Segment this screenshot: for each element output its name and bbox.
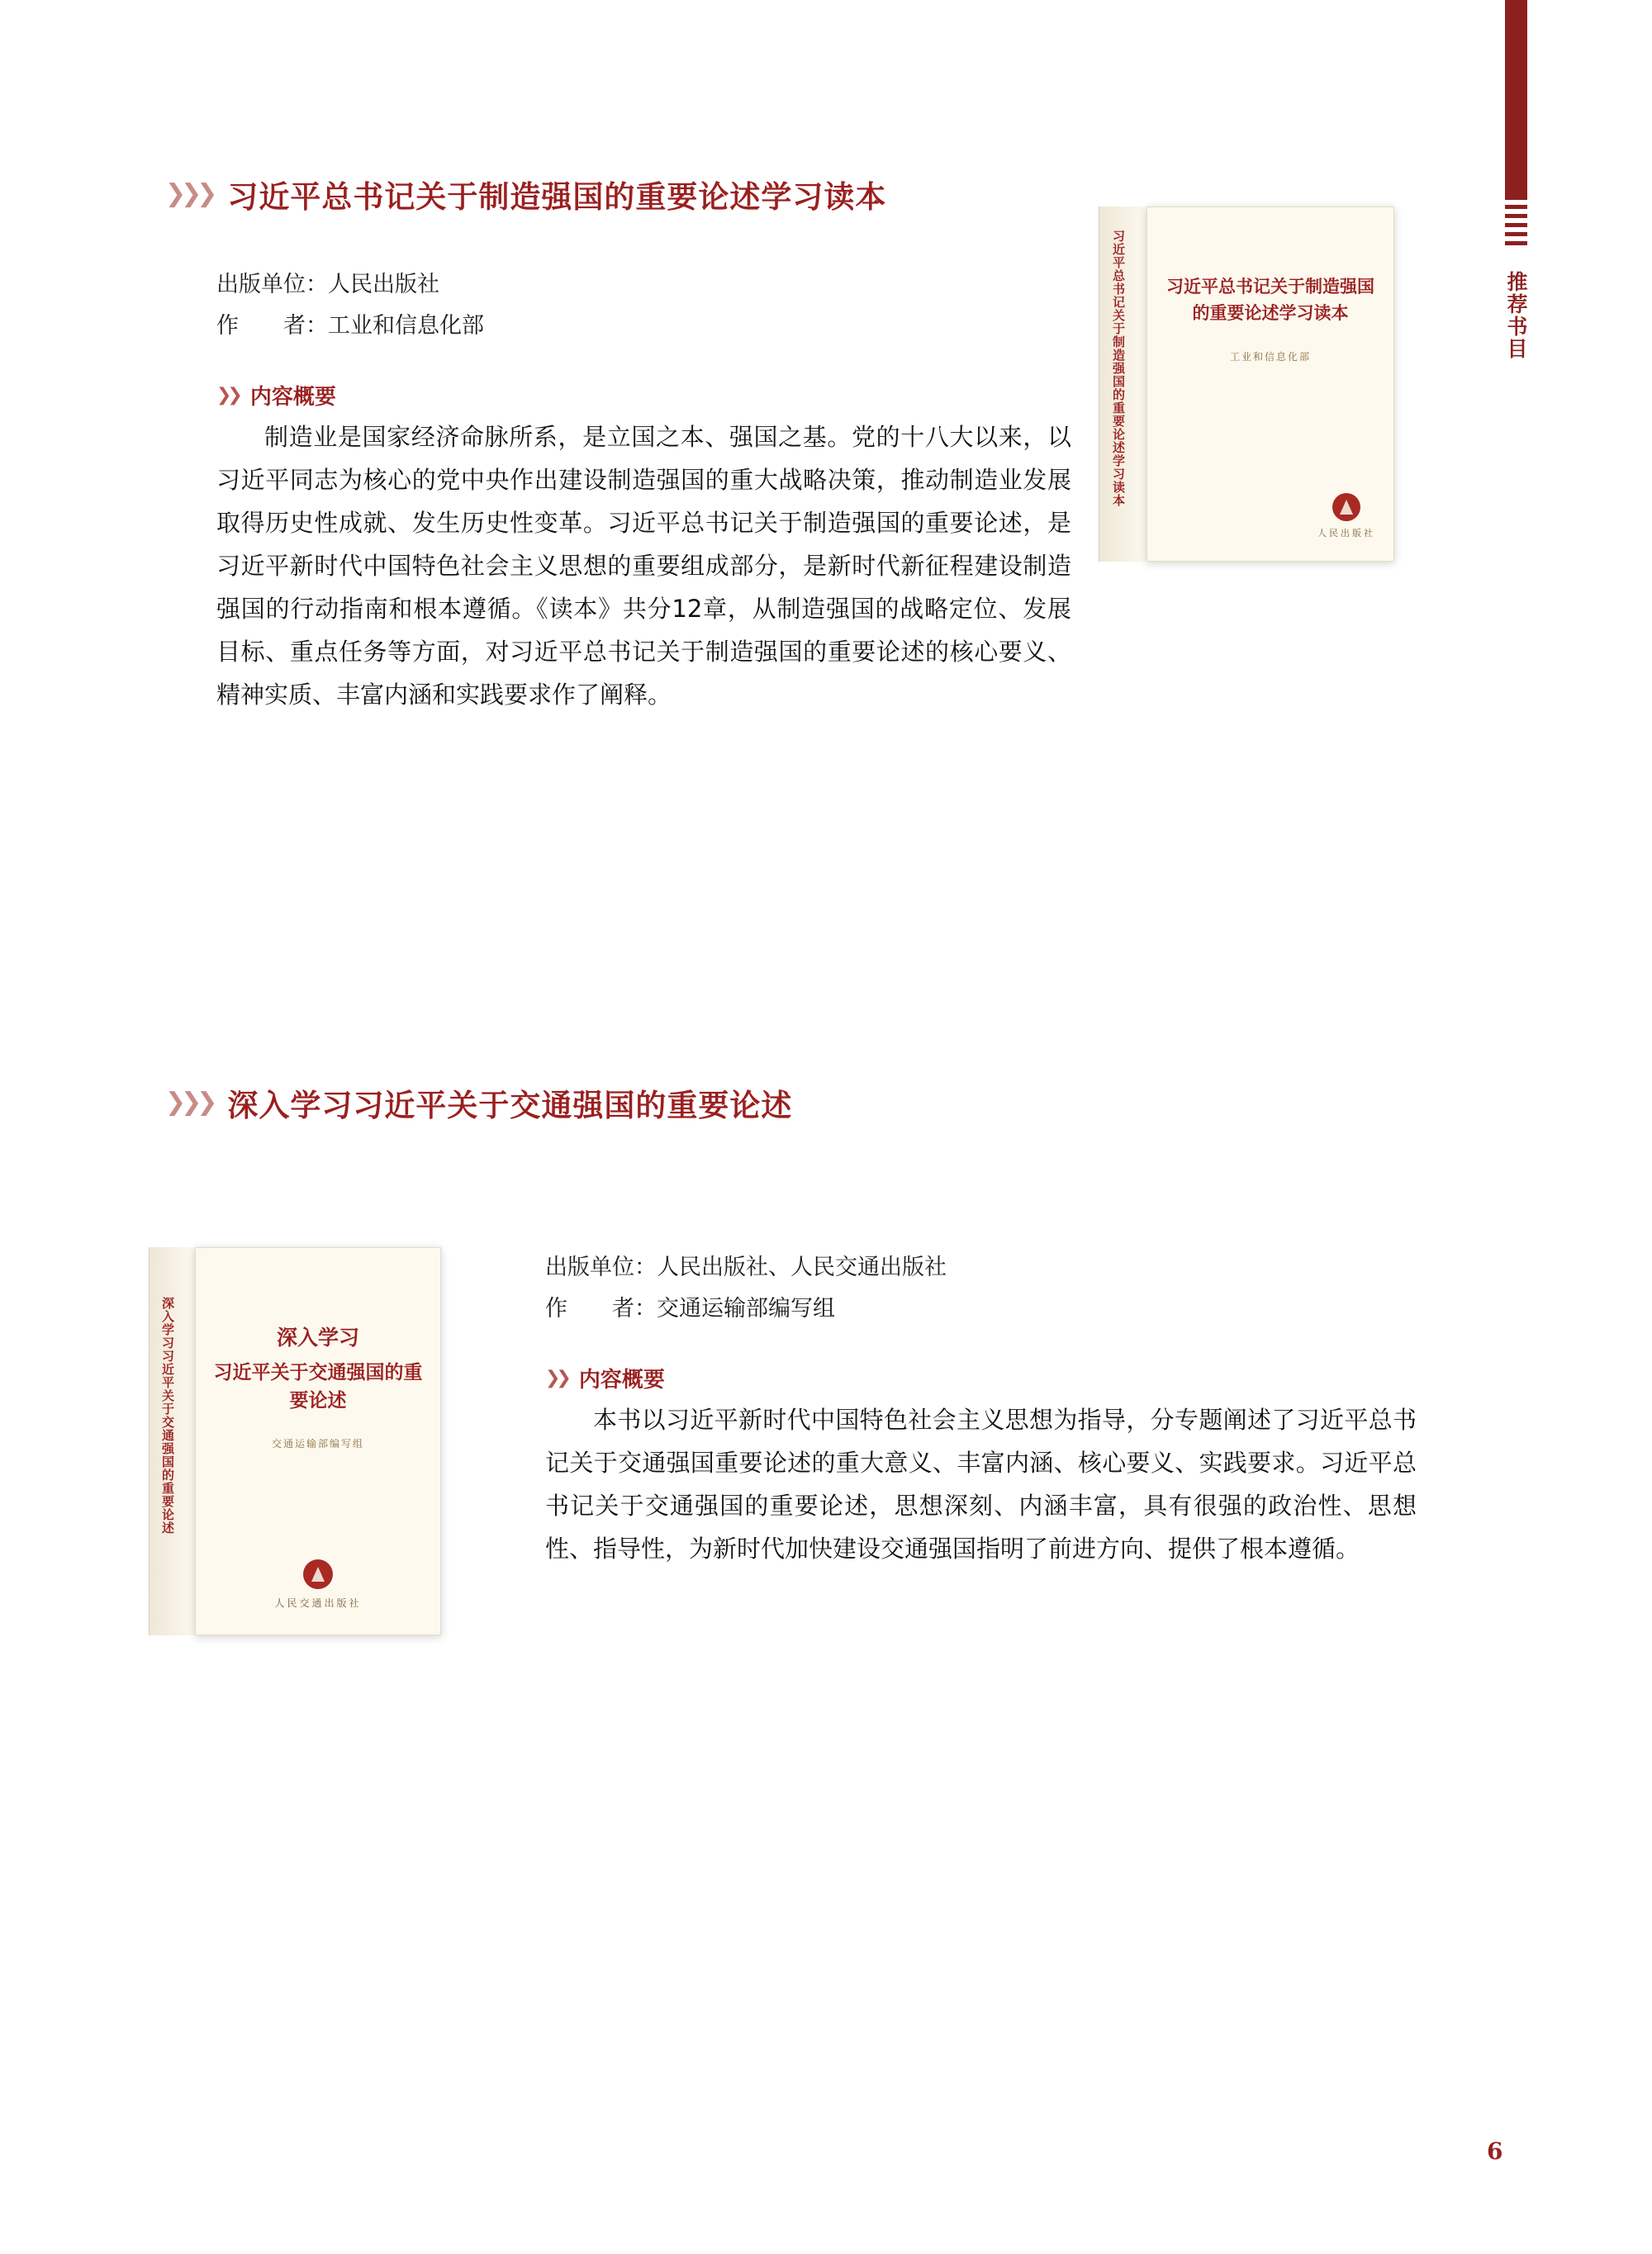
side-tab-bar [1505,0,1527,200]
book-cover-image-2 [149,1247,446,1635]
publisher-value-2: 人民出版社、人民交通出版社 [657,1255,947,1280]
author-row-1 [216,306,1067,347]
chevron-right-icon: ❯❯❯ [165,179,213,208]
author-label-2: 作 者： [545,1296,657,1322]
author-label-1: 作 者： [216,313,328,339]
section-2-title-row [165,1082,1505,1123]
book-entry-1 [0,173,1505,709]
page-number: 6 [1487,2138,1503,2165]
summary-text-1: 制造业是国家经济命脉所系，是立国之本、强国之基。党的十八大以来，以习近平同志为核心的党中央作出建设制造强国的重大战略决策，推动制造业发展取得历史性成就、发生历史性变革。习近平总书记关于制造强国的重要论述，是习近平新时代中国特色社会主义思想的重要组成部分，是新时代新征程建设制造强国的行动指南和根本遵循。《读本》共分12章，从制造强国的战略定位、发展目标、重点任务等方面，对习近平总书记关于制造强国的重要论述的核心要义、精神实质、丰富内涵和实践要求作了阐释。 [216,423,1071,709]
publisher-value-1: 人民出版社 [328,272,439,297]
summary-heading-row-1 [216,380,1071,410]
section-1-title: 习近平总书记关于制造强国的重要论述学习读本 [227,178,887,215]
side-tab [1505,0,1555,421]
book-2-author: 交通运输部编写组 [271,1438,364,1450]
book-1-spine-text: 习近平总书记关于制造强国的重要论述学习读本 [1111,230,1126,507]
book-2-title-line-2: 习近平关于交通强国的重要论述 [213,1361,423,1412]
summary-heading-2: 内容概要 [578,1368,665,1393]
book-2-title-line-1: 深入学习 [276,1326,359,1350]
summary-heading-row-2 [545,1363,1417,1393]
chevron-right-small-icon: ❯❯ [545,1367,567,1388]
book-1-front [1146,206,1394,562]
book-entry-2 [0,1082,1505,1609]
book-1-publisher-mark [1317,493,1375,539]
publisher-logo-icon [1332,493,1360,521]
publisher-row-2 [545,1247,1421,1288]
section-2-title: 深入学习习近平关于交通强国的重要论述 [227,1087,793,1123]
chevron-right-icon: ❯❯❯ [165,1088,213,1117]
book-1-publisher-name: 人民出版社 [1317,528,1375,539]
publisher-label-1: 出版单位： [216,272,328,297]
author-value-2: 交通运输部编写组 [657,1296,835,1322]
book-2-front [195,1247,441,1635]
author-row-2 [545,1288,1421,1330]
side-tab-stripes [1505,205,1527,246]
book-cover-image-1 [1099,206,1396,562]
side-tab-label: 推荐书目 [1504,271,1528,360]
book-2-spine [149,1247,196,1635]
summary-heading-1: 内容概要 [249,385,336,410]
summary-text-2: 本书以习近平新时代中国特色社会主义思想为指导，分专题阐述了习近平总书记关于交通强国重要论述的重大意义、丰富内涵、核心要义、实践要求。习近平总书记关于交通强国的重要论述，思想深刻、内涵丰富，具有很强的政治性、思想性、指导性，为新时代加快建设交通强国指明了前进方向、提供了根本遵循。 [545,1406,1417,1563]
publisher-row-1 [216,264,1067,306]
author-value-1: 工业和信息化部 [328,313,484,339]
chevron-right-small-icon: ❯❯ [216,384,239,406]
book-2-spine-text: 深入学习习近平关于交通强国的重要论述 [160,1297,175,1535]
book-1-spine [1099,206,1147,562]
book-2-publisher-mark [196,1559,440,1610]
book-1-author: 工业和信息化部 [1229,351,1311,363]
publisher-label-2: 出版单位： [545,1255,657,1280]
book-1-title: 习近平总书记关于制造强国的重要论述学习读本 [1166,276,1374,323]
publisher-logo-icon [303,1559,333,1589]
book-2-publisher-name: 人民交通出版社 [274,1597,362,1609]
